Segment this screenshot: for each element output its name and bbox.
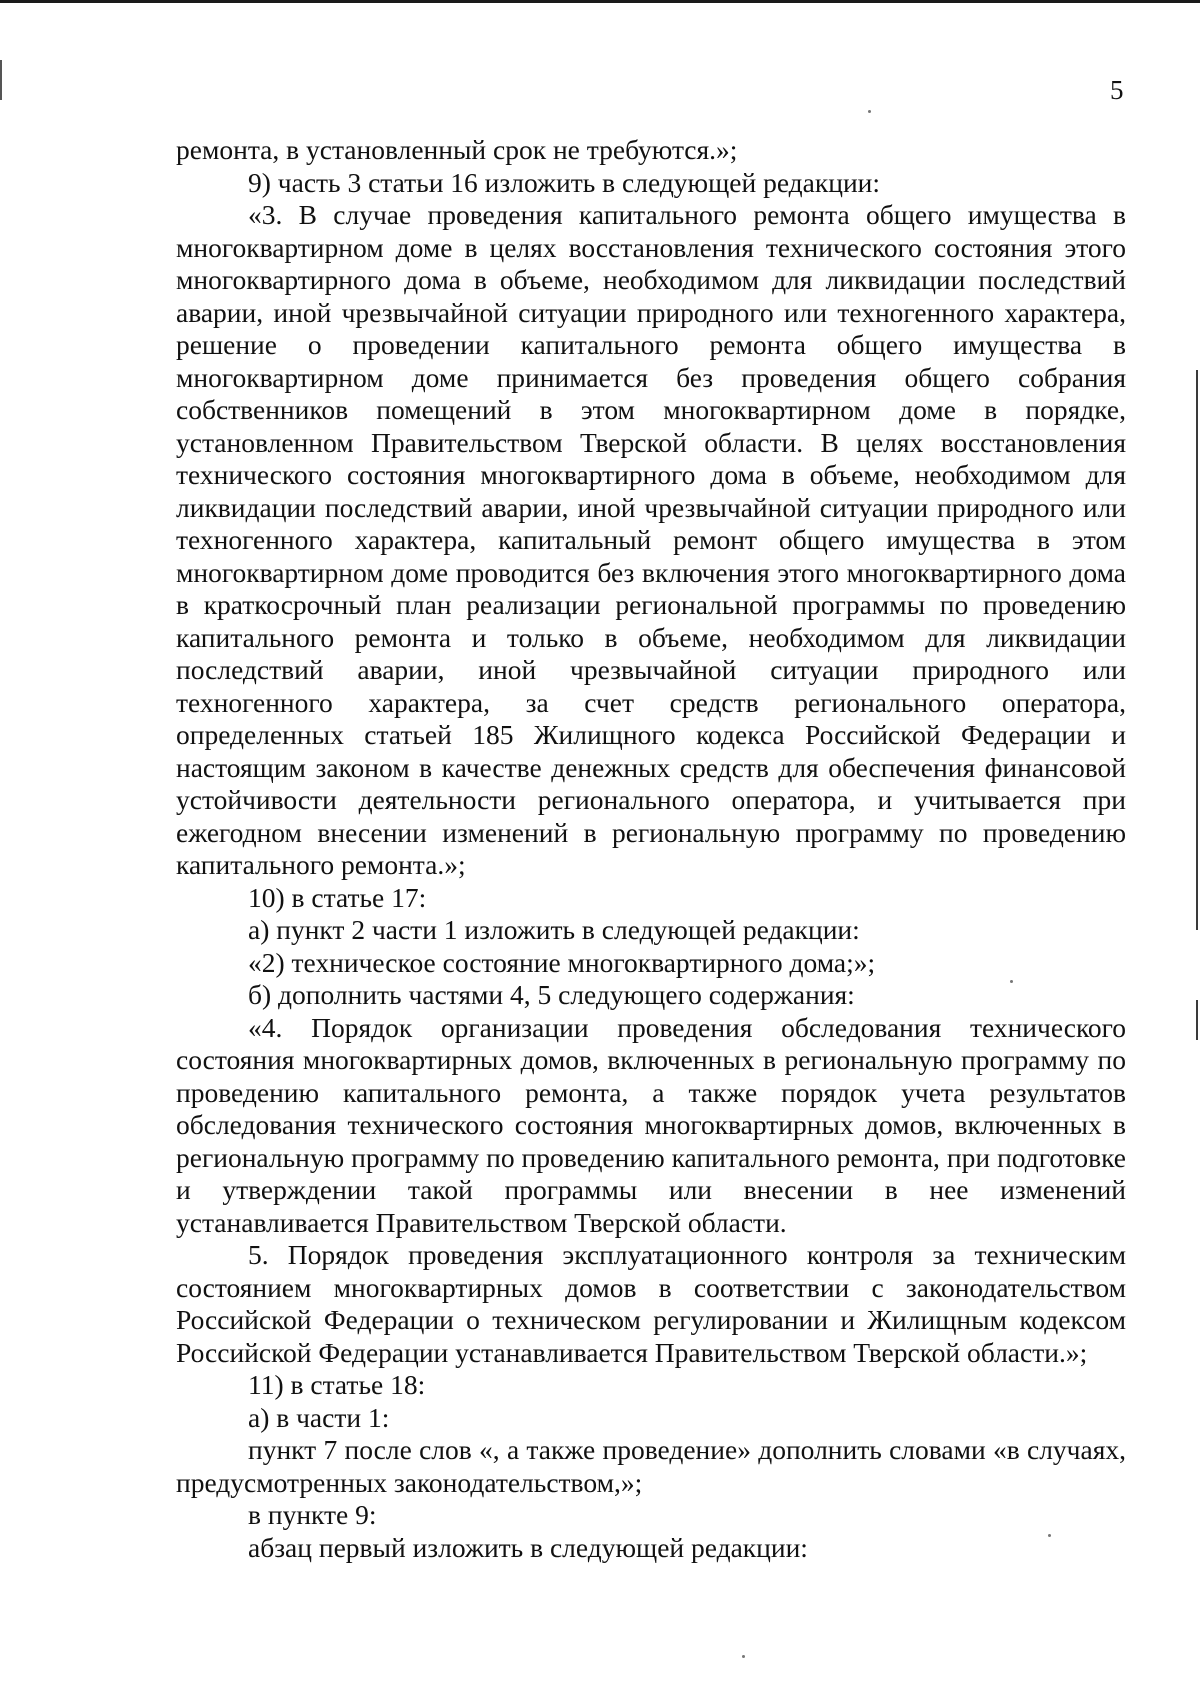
- scan-edge-shadow: [1196, 1000, 1198, 1040]
- scan-speck: [1048, 1534, 1051, 1537]
- scan-speck: [742, 1655, 745, 1658]
- paragraph: 9) часть 3 статьи 16 изложить в следующей редакции:: [248, 166, 881, 198]
- paragraph: 5. Порядок проведения эксплуатационного контроля за техническим состоянием многоквартирных домов в соответствии с законодательством Российской Федерации о техническом регулировании и Жилищным кодексом Российской Федерации устанавливается Правительством Тверской области.»;: [176, 1239, 1126, 1368]
- paragraph: а) пункт 2 части 1 изложить в следующей редакции:: [248, 914, 860, 945]
- paragraph: б) дополнить частями 4, 5 следующего содержания:: [248, 979, 855, 1010]
- scan-top-border: [0, 0, 1200, 3]
- paragraph: «3. В случае проведения капитального ремонта общего имущества в многоквартирном доме в целях восстановления технического состояния этого многоквартирного дома в объеме, необходимом для ликвидации последствий аварии, иной чрезвычайной ситуации природного или техногенного характера, решение о проведении капитального ремонта общего имущества в многоквартирном доме принимается без проведения общего собрания собственников помещений в этом многоквартирном доме в порядке, установленном Правительством Тверской области. В целях восстановления технического состояния многоквартирного дома в объеме, необходимом для ликвидации последствий аварии, иной чрезвычайной ситуации природного или техногенного характера, капитальный ремонт общего имущества в этом многоквартирном доме проводится без включения этого многоквартирного дома в краткосрочный план реализации региональной программы по проведению капитального ремонта и только в объеме, необходимом для ликвидации последствий аварии, иной чрезвычайной ситуации природного или техногенного характера, за счет средств регионального оператора, определенных статьей 185 Жилищного кодекса Российской Федерации и настоящим законом в качестве денежных средств для обеспечения финансовой устойчивости деятельности регионального оператора, и учитывается при ежегодном внесении изменений в региональную программу по проведению капитального ремонта.»;: [176, 199, 1126, 880]
- paragraph: 11) в статье 18:: [248, 1369, 426, 1400]
- paragraph: а) в части 1:: [248, 1401, 390, 1433]
- scan-edge-shadow: [0, 60, 2, 100]
- scan-speck: [1010, 980, 1013, 983]
- paragraph: пункт 7 после слов «, а также проведение» дополнить словами «в случаях, предусмотренных законодательством,»;: [176, 1434, 1126, 1498]
- paragraph: в пункте 9:: [248, 1499, 377, 1530]
- paragraph: ремонта, в установленный срок не требуются.»;: [176, 134, 738, 165]
- paragraph: абзац первый изложить в следующей редакции:: [248, 1531, 808, 1563]
- paragraph: 10) в статье 17:: [248, 881, 427, 913]
- scan-edge-shadow: [1196, 370, 1198, 930]
- scan-speck: [868, 110, 871, 113]
- page-number: 5: [1110, 75, 1124, 105]
- paragraph: «2) техническое состояние многоквартирного дома;»;: [248, 946, 876, 978]
- document-body: [176, 134, 1126, 1564]
- paragraph: «4. Порядок организации проведения обследования технического состояния многоквартирных домов, включенных в региональную программу по проведению капитального ремонта, а также порядок учета результатов обследования технического состояния многоквартирных домов, включенных в региональную программу по проведению капитального ремонта, при подготовке и утверждении такой программы или внесении в нее изменений устанавливается Правительством Тверской области.: [176, 1011, 1126, 1238]
